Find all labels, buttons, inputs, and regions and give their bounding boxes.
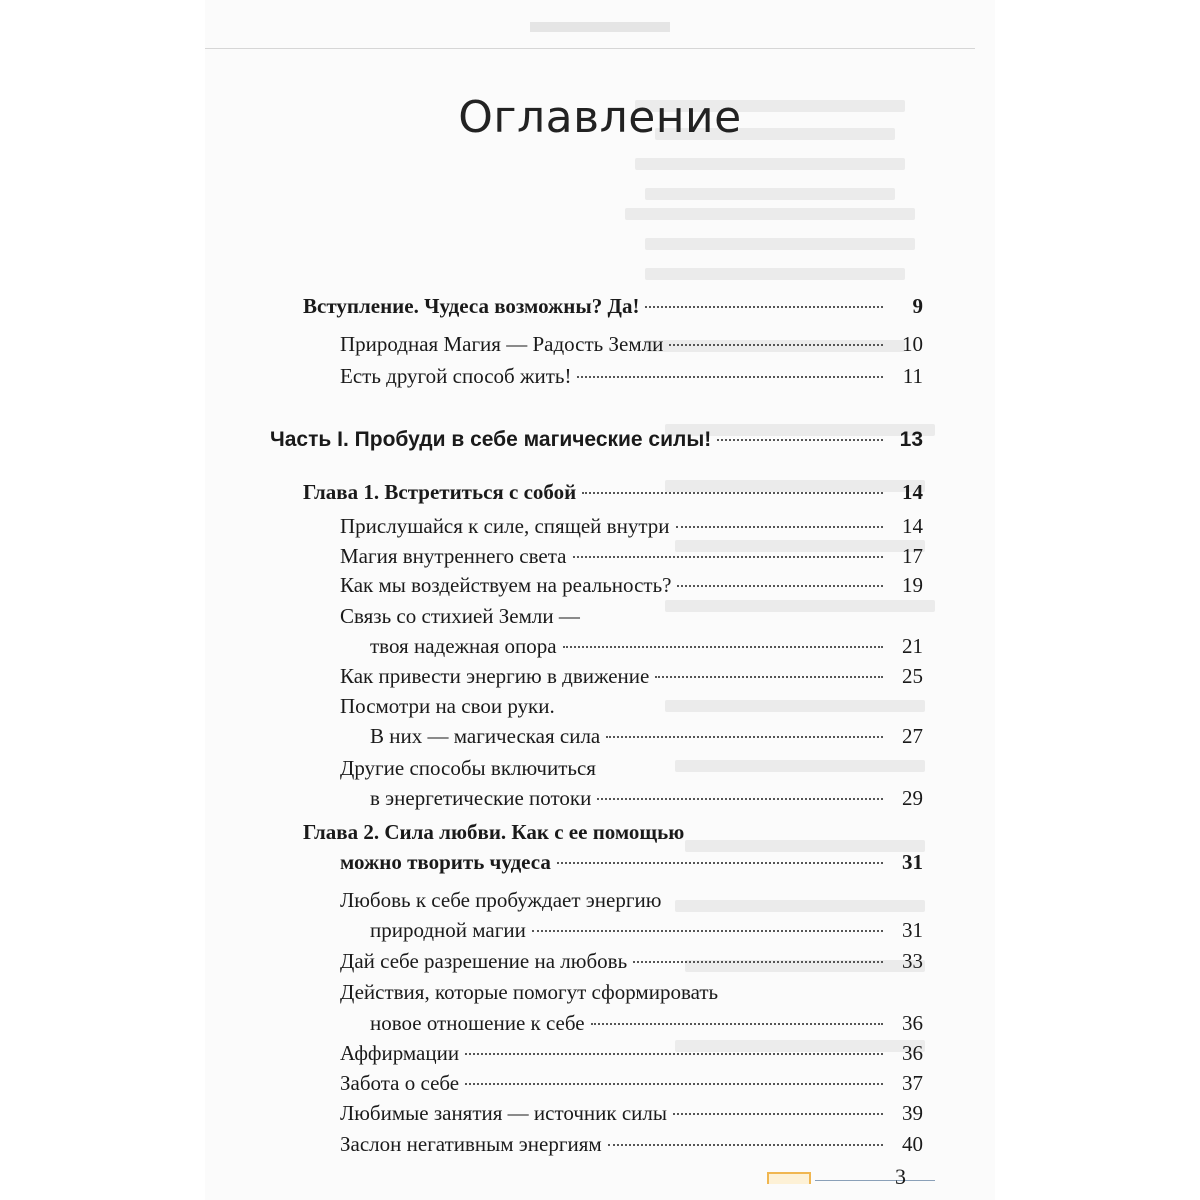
dot-leader [645,306,883,308]
toc-entry-label: Магия внутреннего света [340,544,567,568]
toc-entry-first-line: Действия, которые помогут сформировать [340,980,719,1004]
toc-entry-page: 39 [902,1101,923,1125]
dot-leader [676,526,884,528]
toc-entry-first-line: Связь со стихией Земли — [340,604,580,628]
toc-entry[interactable] [340,1069,923,1097]
toc-entry[interactable] [340,1099,923,1127]
toc-entry-page: 33 [902,949,923,973]
toc-entry-page: 10 [902,332,923,356]
toc-entry-label: в энергетические потоки [370,786,592,810]
toc-entry-label: В них — магическая сила [370,724,601,748]
dot-leader [465,1053,883,1055]
toc-entry-page: 21 [902,634,923,658]
toc-entry-page: 25 [902,664,923,688]
toc-entry[interactable] [340,947,923,975]
toc-chapter-2-first-line: Глава 2. Сила любви. Как с ее помощью [303,820,685,844]
page-title: Оглавление [458,92,742,143]
toc-entry-label: новое отношение к себе [370,1011,585,1035]
toc-entry[interactable] [340,362,923,390]
dot-leader [591,1023,883,1025]
toc-entry-page: 27 [902,724,923,748]
dot-leader [465,1083,883,1085]
toc-entry-page: 11 [902,364,923,388]
toc-entry[interactable] [370,784,923,812]
toc-entry[interactable] [370,916,923,944]
footer-marker [767,1172,811,1184]
dot-leader [655,676,883,678]
toc-entry-label: Как привести энергию в движение [340,664,650,688]
toc-entry-label: Как мы воздействуем на реальность? [340,573,672,597]
page-number: 3 [895,1164,906,1189]
toc-entry-label: Прислушайся к силе, спящей внутри [340,514,670,538]
toc-entry-label: твоя надежная опора [370,634,557,658]
dot-leader [677,585,883,587]
toc-entry-label: Природная Магия — Радость Земли [340,332,664,356]
dot-leader [608,1144,883,1146]
toc-entry-page: 31 [902,850,923,874]
book-page [205,0,995,1200]
toc-entry-label: Забота о себе [340,1071,460,1095]
dot-leader [573,556,884,558]
toc-entry-chapter-1[interactable] [303,478,923,506]
toc-entry-page: 31 [902,918,923,942]
toc-entry[interactable] [370,722,923,750]
toc-entry-label: Вступление. Чудеса возможны? Да! [303,294,640,318]
toc-entry-page: 37 [902,1071,923,1095]
toc-entry-page: 14 [902,514,923,538]
dot-leader [557,862,883,864]
toc-entry-page: 9 [912,294,923,318]
toc-entry-chapter-2[interactable] [340,848,923,876]
toc-entry[interactable] [340,662,923,690]
toc-entry-label: Есть другой способ жить! [340,364,572,388]
toc-entry[interactable] [370,632,923,660]
dot-leader [582,492,883,494]
toc-entry[interactable] [340,542,923,570]
toc-entry-label: Любимые занятия — источник силы [340,1101,667,1125]
dot-leader [597,798,883,800]
toc-entry[interactable] [340,512,923,540]
dot-leader [563,646,883,648]
toc-entry-part-1[interactable] [270,426,923,454]
dot-leader [577,376,883,378]
dot-leader [633,961,883,963]
dot-leader [669,344,883,346]
toc-entry-label: Часть I. Пробуди в себе магические силы! [270,428,712,451]
toc-entry-page: 14 [902,480,923,504]
toc-entry[interactable] [340,1130,923,1158]
dot-leader [717,439,883,441]
toc-entry-page: 29 [902,786,923,810]
toc-entry-label: Заслон негативным энергиям [340,1132,602,1156]
footer-line [815,1180,935,1181]
toc-entry-label: Дай себе разрешение на любовь [340,949,628,973]
toc-entry-page: 13 [899,428,923,451]
toc-entry-label: можно творить чудеса [340,850,551,874]
toc-entry-label: Аффирмации [340,1041,460,1065]
toc-entry-first-line: Любовь к себе пробуждает энергию [340,888,662,912]
toc-entry-first-line: Посмотри на свои руки. [340,694,555,718]
toc-entry-page: 19 [902,573,923,597]
toc-entry-page: 36 [902,1041,923,1065]
toc-entry[interactable] [340,330,923,358]
dot-leader [532,930,883,932]
toc-entry-page: 40 [902,1132,923,1156]
dot-leader [673,1113,883,1115]
toc-entry-intro[interactable] [303,292,923,320]
toc-entry-page: 17 [902,544,923,568]
toc-entry[interactable] [340,571,923,599]
toc-entry[interactable] [370,1009,923,1037]
toc-entry-page: 36 [902,1011,923,1035]
table-of-contents [205,0,995,1200]
toc-entry-label: природной магии [370,918,526,942]
dot-leader [606,736,883,738]
toc-entry-label: Глава 1. Встретиться с собой [303,480,577,504]
toc-entry-first-line: Другие способы включиться [340,756,596,780]
toc-entry[interactable] [340,1039,923,1067]
